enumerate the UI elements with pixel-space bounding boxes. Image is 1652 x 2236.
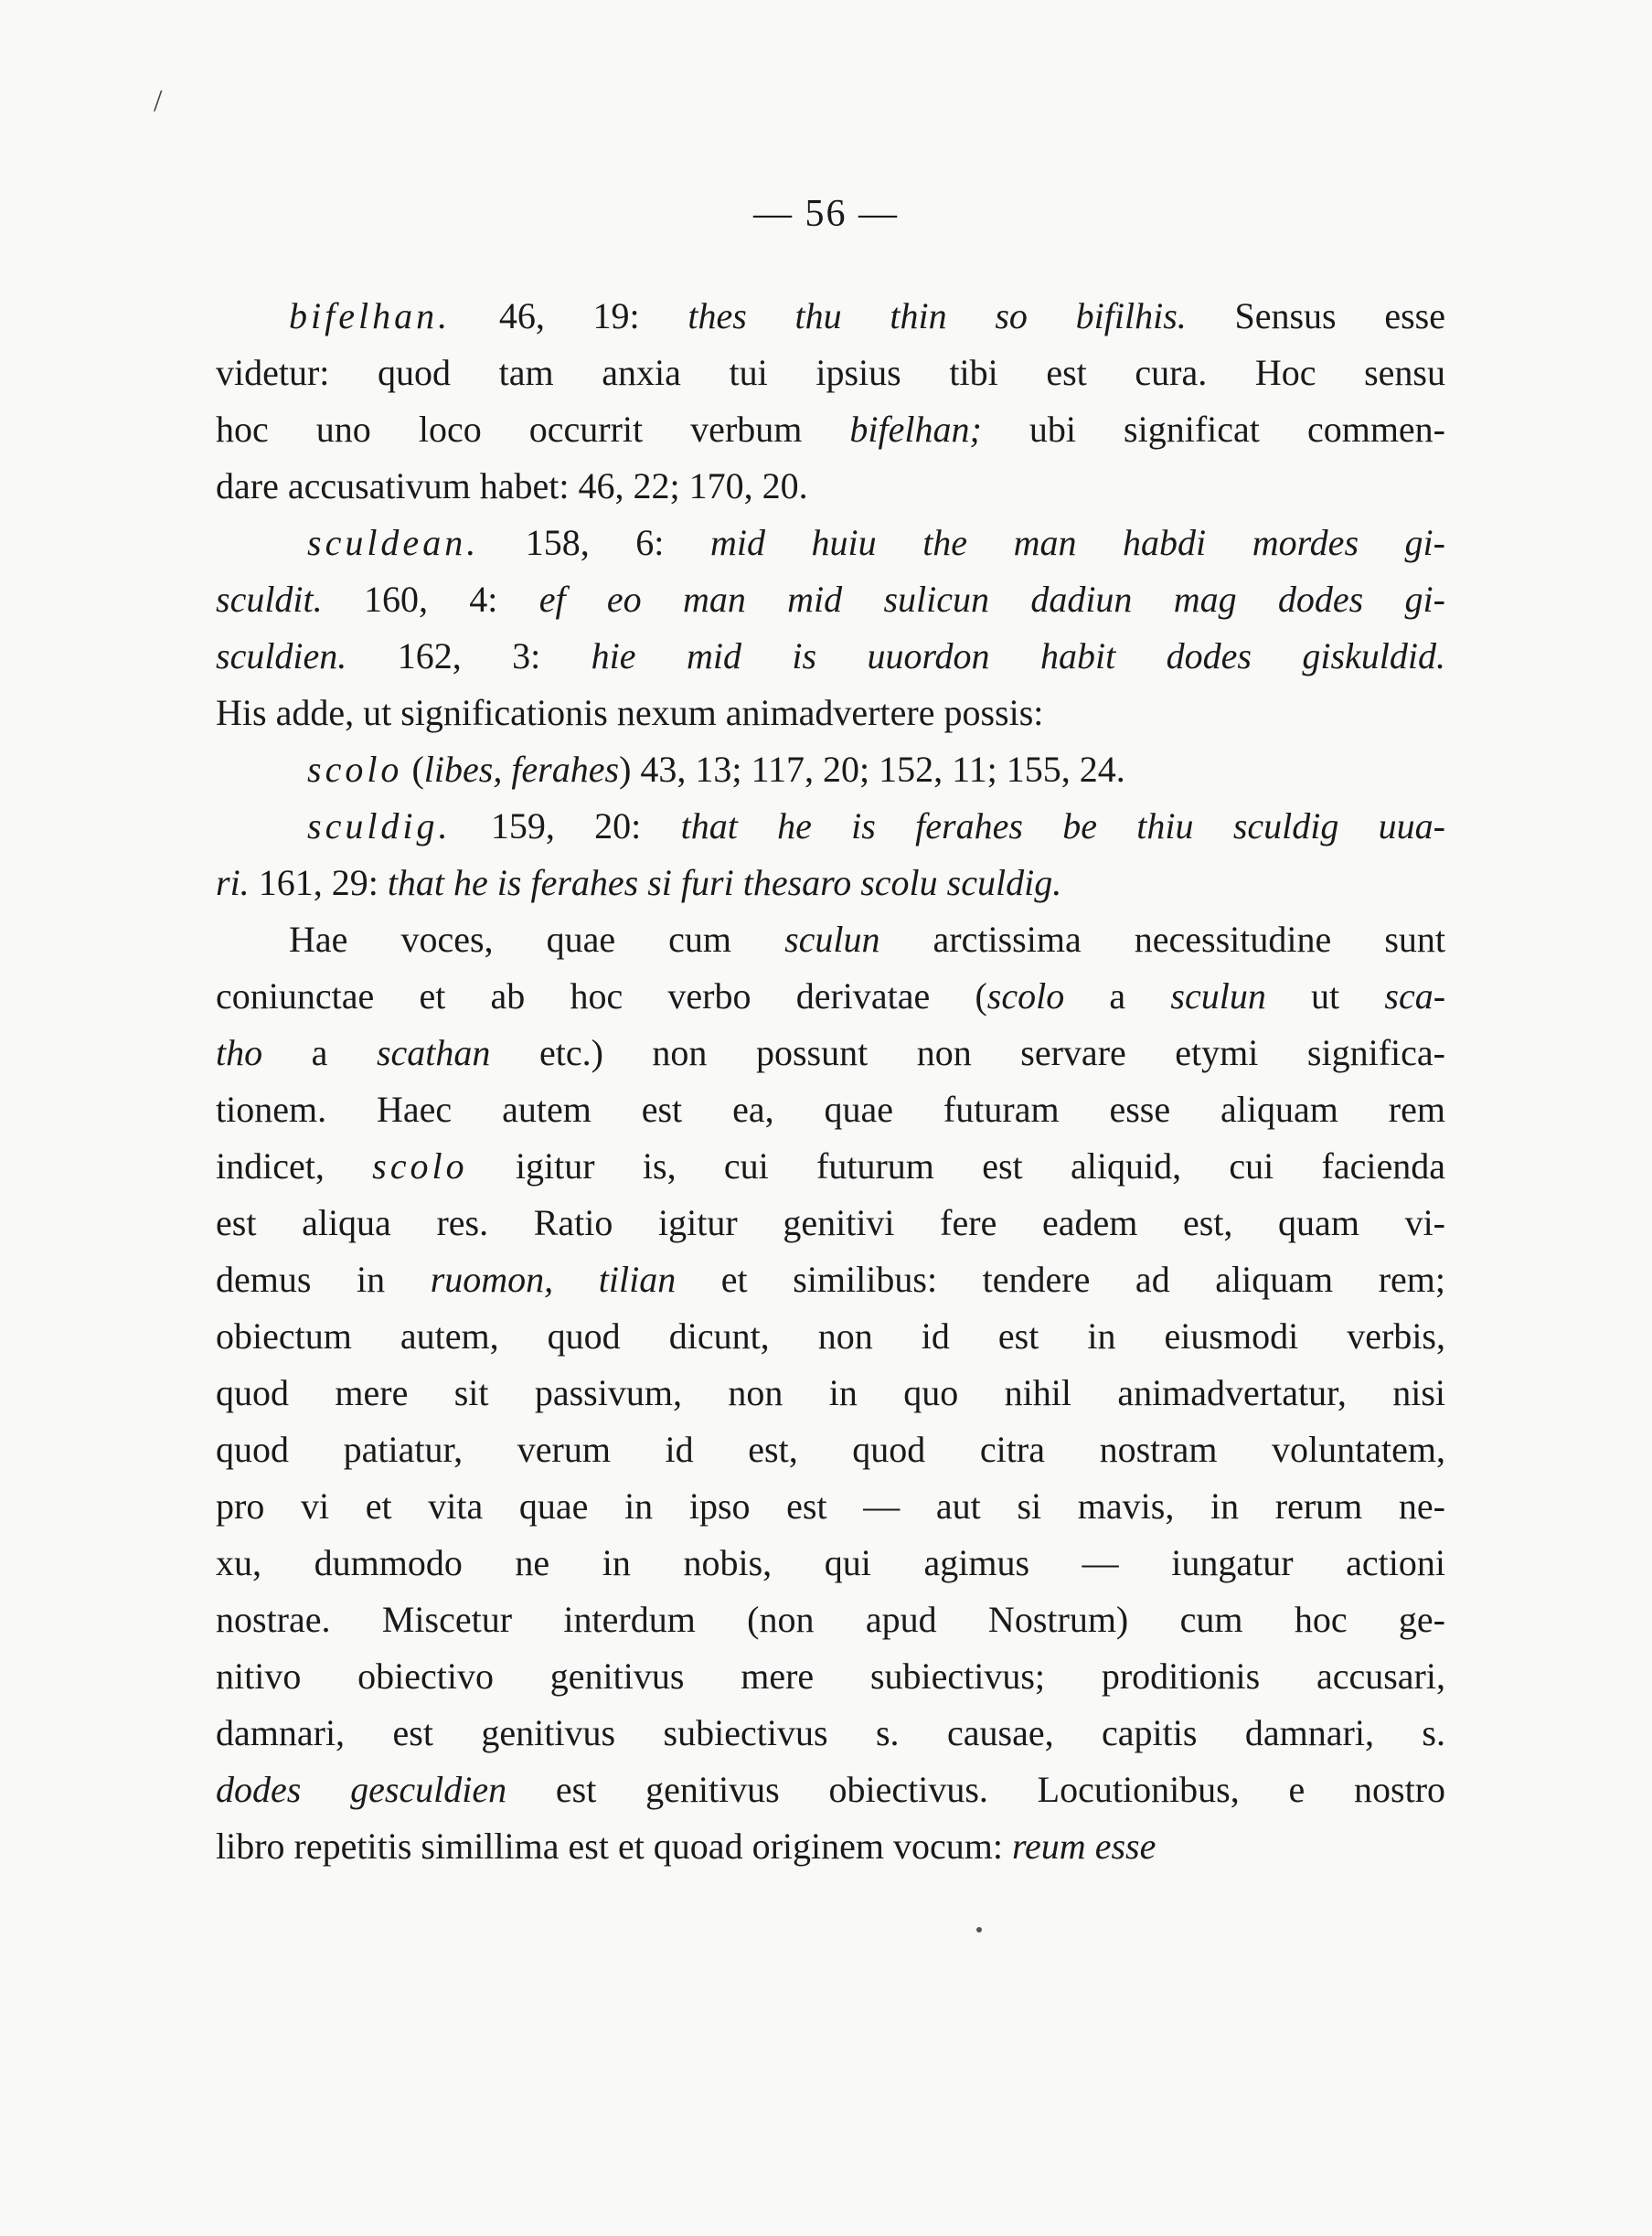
text-line <box>216 1818 1445 1875</box>
text-segment: indicet, <box>216 1145 373 1187</box>
text-segment: that he is ferahes si furi thesaro scolu sculdig. <box>387 862 1062 903</box>
text-segment: videtur: quod tam anxia tui ipsius tibi est cura. Hoc sensu <box>216 352 1445 393</box>
text-segment: mid huiu the man habdi mordes gi- <box>709 522 1445 563</box>
text-segment: quod patiatur, verum id est, quod citra nostram voluntatem, <box>216 1429 1445 1470</box>
text-segment: 46, 19: <box>451 295 688 336</box>
text-segment: reum esse <box>1011 1826 1156 1867</box>
text-segment: est aliqua res. Ratio igitur genitivi fere eadem est, quam vi- <box>216 1202 1445 1243</box>
text-line <box>216 741 1445 798</box>
text-segment: nostrae. Miscetur interdum (non apud Nostrum) cum hoc ge- <box>216 1599 1445 1640</box>
text-segment: bifelhan. <box>289 295 452 336</box>
text-line <box>216 628 1445 685</box>
text-segment: quod mere sit passivum, non in quo nihil animadvertatur, nisi <box>216 1372 1445 1413</box>
text-segment: 162, 3: <box>346 635 592 676</box>
text-segment: sculun <box>784 919 880 960</box>
text-line <box>216 1308 1445 1365</box>
text-segment: igitur is, cui futurum est aliquid, cui facienda <box>467 1145 1445 1187</box>
text-segment: damnari, est genitivus subiectivus s. causae, capitis damnari, s. <box>216 1712 1445 1753</box>
text-line <box>216 288 1445 345</box>
text-segment: that he is ferahes be thiu sculdig uua- <box>680 805 1445 846</box>
text-segment: 160, 4: <box>322 579 539 620</box>
text-segment: obiectum autem, quod dicunt, non id est in eiusmodi verbis, <box>216 1315 1445 1357</box>
text-segment: tionem. Haec autem est ea, quae futuram esse aliquam rem <box>216 1089 1445 1130</box>
text-segment: 161, 29: <box>249 862 388 903</box>
text-segment: sculdien. <box>216 635 347 676</box>
text-line <box>216 1478 1445 1535</box>
text-line <box>216 1138 1445 1195</box>
text-segment: thes thu thin so bifilhis. <box>687 295 1187 336</box>
text-segment: sculun <box>1170 975 1266 1017</box>
text-segment: ruomon, tilian <box>430 1259 677 1300</box>
text-line <box>216 855 1445 911</box>
text-line <box>216 798 1445 855</box>
text-segment: 158, 6: <box>479 522 710 563</box>
text-segment: ri. <box>216 862 250 903</box>
text-segment: demus in <box>216 1259 431 1300</box>
text-segment: dodes gesculdien <box>216 1769 507 1810</box>
text-line <box>216 1195 1445 1251</box>
text-segment: coniunctae et ab hoc verbo derivatae ( <box>216 975 987 1017</box>
text-line <box>216 1365 1445 1421</box>
text-line <box>216 1592 1445 1648</box>
text-segment: ubi significat commen- <box>981 409 1445 450</box>
text-segment: scolo <box>307 749 403 790</box>
text-segment: sculdean. <box>307 522 480 563</box>
text-line <box>216 968 1445 1025</box>
text-segment: scolo <box>986 975 1065 1017</box>
text-segment: sculdig. <box>307 805 452 846</box>
text-line <box>216 1025 1445 1081</box>
text-segment: est genitivus obiectivus. Locutionibus, e nostro <box>506 1769 1446 1810</box>
text-line <box>216 685 1445 741</box>
text-segment: libro repetitis simillima est et quoad originem vocum: <box>216 1826 1012 1867</box>
text-segment: scolo <box>372 1145 468 1187</box>
text-line <box>216 458 1445 515</box>
text-segment: hie mid is uuordon habit dodes giskuldid. <box>591 635 1445 676</box>
text-segment: Sensus esse <box>1186 295 1445 336</box>
text-segment: etc.) non possunt non servare etymi significa- <box>490 1032 1445 1073</box>
text-segment: hoc uno loco occurrit verbum <box>216 409 850 450</box>
text-segment: a <box>262 1032 377 1073</box>
text-segment: pro vi et vita quae in ipso est — aut si mavis, in rerum ne- <box>216 1485 1445 1527</box>
text-line <box>216 1081 1445 1138</box>
text-line <box>216 1251 1445 1308</box>
text-segment: tho <box>216 1032 263 1073</box>
text-segment: His adde, ut significationis nexum animadvertere possis: <box>216 692 1044 733</box>
text-segment: a <box>1064 975 1171 1017</box>
text-line <box>216 911 1445 968</box>
text-segment: arctissima necessitudine sunt <box>879 919 1445 960</box>
text-line <box>216 1535 1445 1592</box>
margin-mark: / <box>154 84 163 118</box>
text-segment: nitivo obiectivo genitivus mere subiectivus; proditionis accusari, <box>216 1656 1445 1697</box>
text-segment: libes, ferahes <box>423 749 620 790</box>
body-text <box>216 288 1445 1875</box>
text-segment: bifelhan; <box>849 409 982 450</box>
text-segment: et similibus: tendere ad aliquam rem; <box>676 1259 1446 1300</box>
text-segment: dare accusativum habet: 46, 22; 170, 20. <box>216 465 808 506</box>
text-line <box>216 571 1445 628</box>
text-line <box>216 1762 1445 1818</box>
text-line <box>216 345 1445 401</box>
text-line <box>216 1705 1445 1762</box>
text-line <box>216 1648 1445 1705</box>
text-segment: ( <box>402 749 424 790</box>
text-segment: sca- <box>1384 975 1446 1017</box>
text-segment: scathan <box>376 1032 491 1073</box>
text-segment: ef eo man mid sulicun dadiun mag dodes gi- <box>538 579 1445 620</box>
text-segment: 159, 20: <box>451 805 681 846</box>
text-segment: ) 43, 13; 117, 20; 152, 11; 155, 24. <box>619 749 1125 790</box>
text-segment: Hae voces, quae cum <box>289 919 785 960</box>
text-line <box>216 1421 1445 1478</box>
text-line <box>216 515 1445 571</box>
text-segment: sculdit. <box>216 579 323 620</box>
text-segment: ut <box>1265 975 1385 1017</box>
ink-speck <box>976 1927 982 1933</box>
page-number: — 56 — <box>753 193 899 235</box>
text-segment: xu, dummodo ne in nobis, qui agimus — iungatur actioni <box>216 1542 1445 1583</box>
text-line <box>216 401 1445 458</box>
